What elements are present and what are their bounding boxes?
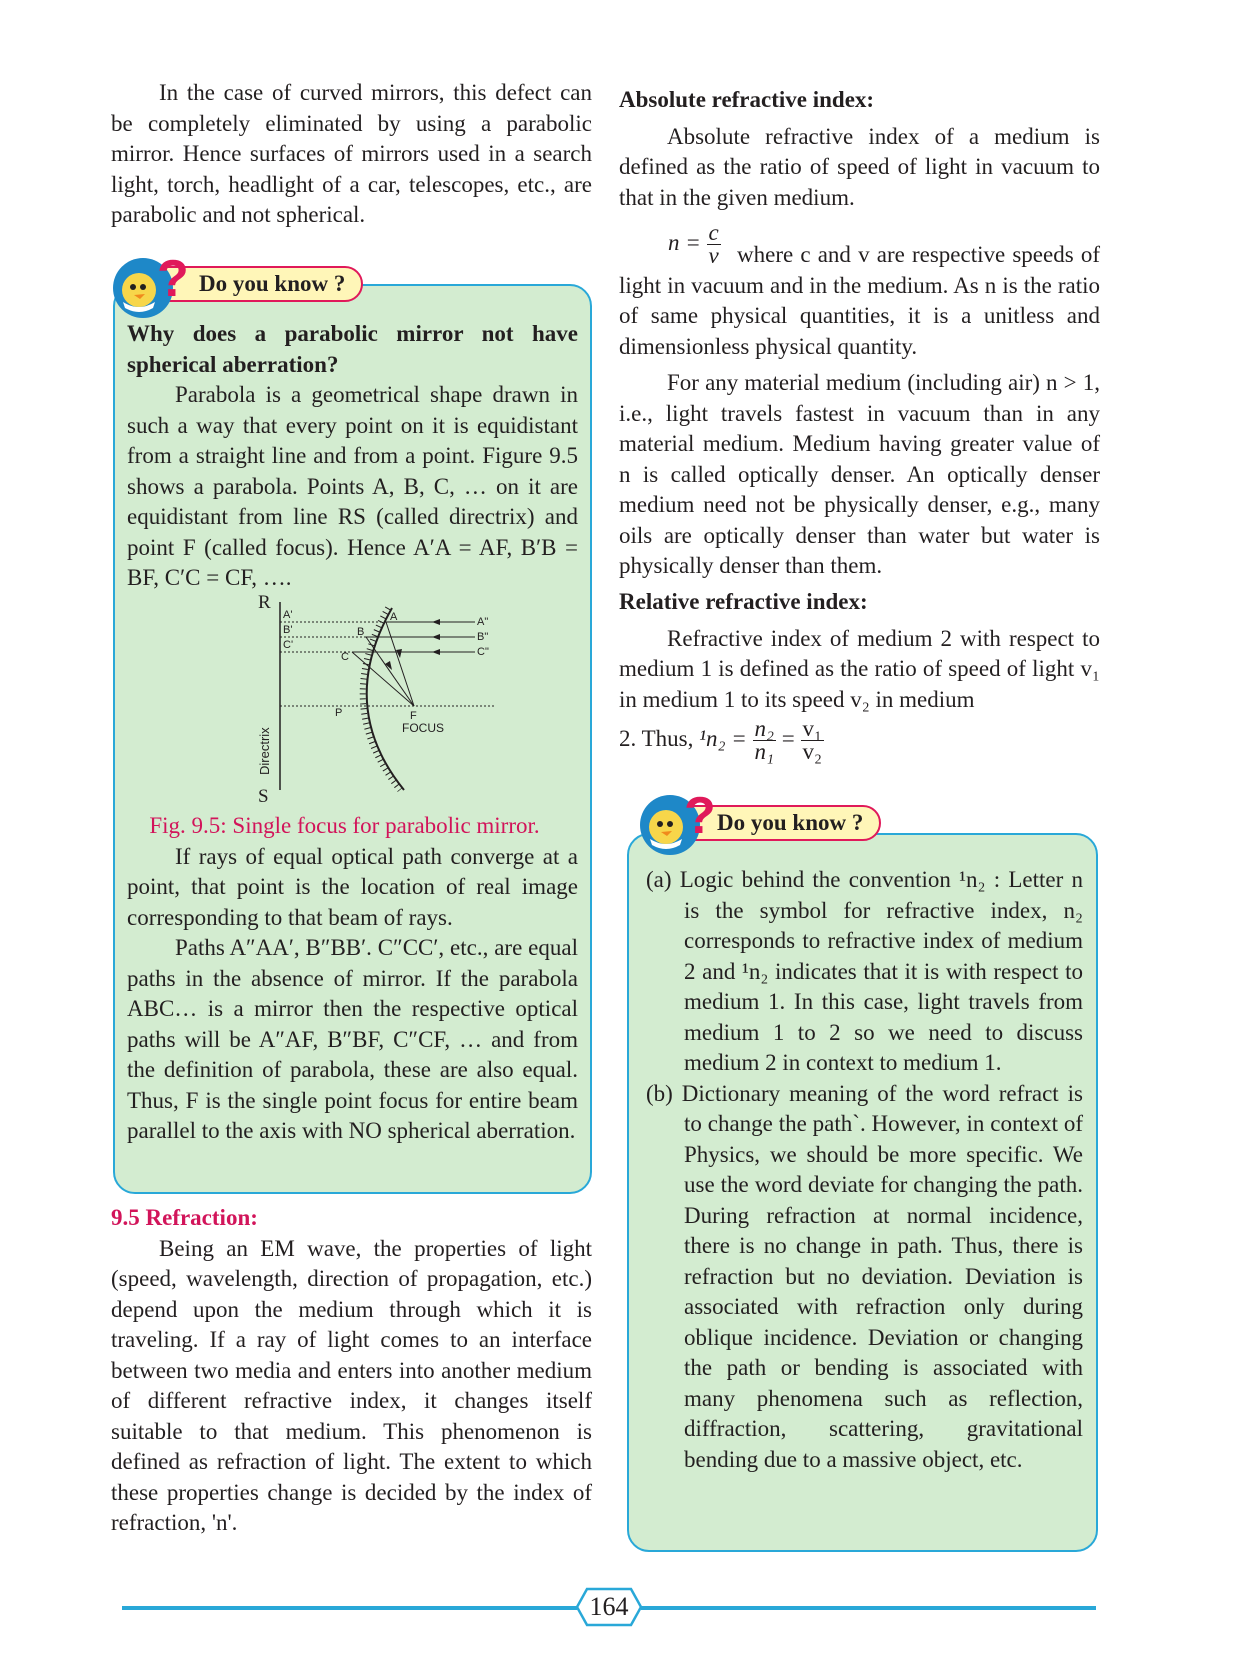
svg-text:?: ? bbox=[157, 250, 189, 308]
rel-para: Refractive index of medium 2 with respect to medium 1 is defined as the ratio of speed of light v₁ in medium 1 to its speed v₂ in medium bbox=[619, 625, 1100, 712]
figure-label-S: S bbox=[258, 786, 269, 807]
abs-para3: For any material medium (including air) n > 1, i.e., light travels fastest in vacuum than in any material medium. Medium having greater value of n is called optically denser. An optically denser medium need not be physically denser, e.g., many oils are optically denser than water but water is physically denser than them. bbox=[619, 370, 1100, 578]
refraction-section bbox=[111, 1203, 592, 1539]
intro-paragraph: In the case of curved mirrors, this defect can be completely eliminated by using a parabolic mirror. Hence surfaces of mirrors used in a search light, torch, headlight of a car, telescopes, etc., are parabolic and not spherical. bbox=[111, 80, 592, 227]
chick-mascot-icon-2 bbox=[636, 787, 716, 861]
svg-text:FOCUS: FOCUS bbox=[402, 721, 444, 735]
intro-paragraph-block bbox=[111, 78, 592, 231]
svg-text:A': A' bbox=[283, 609, 293, 621]
section-title: 9.5 Refraction: bbox=[111, 1205, 258, 1230]
dyk1-para1: Parabola is a geometrical shape drawn in such a way that every point on it is equidistant from a straight line and from a point. Figure 9.5 shows a parabola. Points A, B, C, … on it are equidistant from line RS (called directrix) and point F (called focus). Hence A′A = AF, B′B = BF, C′C = CF, …. bbox=[127, 382, 578, 590]
footer-line-right bbox=[641, 1606, 1096, 1610]
relative-index-section bbox=[619, 587, 1100, 715]
formula-n-equals-c-over-v: n = $\frac{c}{v}$ bbox=[668, 220, 719, 268]
svg-text:C: C bbox=[341, 651, 349, 663]
svg-text:C': C' bbox=[283, 639, 294, 651]
svg-text:B": B" bbox=[477, 631, 489, 643]
parabola-figure bbox=[240, 590, 500, 806]
dyk2-item-b: (b) Dictionary meaning of the word refract is to change the path`. However, in context of Physics, we should be more specific. We use the word deviate for changing the path. During refraction at normal incidence, there is no change in path. Thus, there is refraction but no deviation. Deviation is associated with refraction only during oblique incidence. Deviation or changing the path or bending is associated with many phenomena such as reflection, diffraction, scattering, gravitational bending due to a massive object, etc. bbox=[646, 1080, 1083, 1472]
chick-mascot-icon bbox=[109, 250, 189, 324]
do-you-know-tag-2: Do you know ? bbox=[651, 805, 881, 841]
dyk1-para3: Paths A″AA′, B″BB′. C″CC′, etc., are equal paths in the absence of mirror. If the parabola ABC… is a mirror then the respective optical paths will be A″AF, B″BF, C″CF, … and from the definition of parabola, these are also equal. Thus, F is the single point focus for entire beam parallel to the axis with NO spherical aberration. bbox=[127, 935, 578, 1143]
abs-heading: Absolute refractive index: bbox=[619, 87, 875, 112]
dyk2-item-a: (a) Logic behind the convention ¹n₂ : Letter n is the symbol for refractive index, n₂ corresponds to refractive index of medium 2 and ¹n₂ indicates that it is with respect to medium 1. In this case, light travels from medium 1 to 2 so we need to discuss medium 2 in context to medium 1. bbox=[646, 867, 1083, 1075]
footer-line-left bbox=[122, 1606, 577, 1610]
abs-para1: Absolute refractive index of a medium is defined as the ratio of speed of light in vacuum to that in the given medium. bbox=[619, 123, 1100, 210]
figure-caption: Fig. 9.5: Single focus for parabolic mirror. bbox=[149, 813, 540, 838]
svg-text:A: A bbox=[390, 611, 398, 623]
svg-text:C": C" bbox=[477, 646, 489, 658]
absolute-index-section bbox=[619, 85, 1100, 213]
svg-text:B: B bbox=[357, 626, 365, 638]
directrix-label: Directrix bbox=[257, 727, 272, 775]
dyk1-question: Why does a parabolic mirror not have spherical aberration? bbox=[127, 321, 578, 377]
abs-para2-block bbox=[619, 240, 1100, 582]
rel-heading: Relative refractive index: bbox=[619, 589, 868, 614]
dyk1-content-2 bbox=[127, 811, 578, 1147]
dyk2-content bbox=[646, 865, 1083, 1475]
parabolic-mirror bbox=[367, 608, 404, 790]
relative-index-formula: 2. Thus, ¹n₂ = $\frac{\text{n₂}}{\text{n₁}}$ = $\frac{\text{v₁}}{\text{v₂}}$ bbox=[619, 716, 823, 764]
dyk1-para2: If rays of equal optical path converge at a point, that point is the location of real image corresponding to that beam of rays. bbox=[127, 843, 578, 930]
svg-text:P: P bbox=[335, 707, 343, 719]
abs-para2: where c and v are respective speeds of light in vacuum and in the medium. As n is the ratio of same physical quantities, it is a unitless and dimensionless physical quantity. bbox=[619, 242, 1100, 359]
figure-label-R: R bbox=[258, 592, 271, 613]
svg-text:F: F bbox=[410, 710, 417, 722]
svg-text:A": A" bbox=[477, 616, 489, 628]
dyk1-content bbox=[127, 319, 578, 594]
page-number: 164 bbox=[589, 1592, 629, 1621]
svg-text:?: ? bbox=[684, 787, 716, 845]
do-you-know-tag-1: Do you know ? bbox=[133, 266, 363, 302]
section-paragraph: Being an EM wave, the properties of light (speed, wavelength, direction of propagation, etc.) depend upon the medium through which it is traveling. If a ray of light comes to an interface between two media and enters into another medium of different refractive index, it changes itself suitable to that medium. This phenomenon is defined as refraction of light. The extent to which these properties change is decided by the index of refraction, 'n'. bbox=[111, 1235, 592, 1535]
page-number-badge bbox=[575, 1587, 643, 1627]
svg-text:B': B' bbox=[283, 624, 293, 636]
